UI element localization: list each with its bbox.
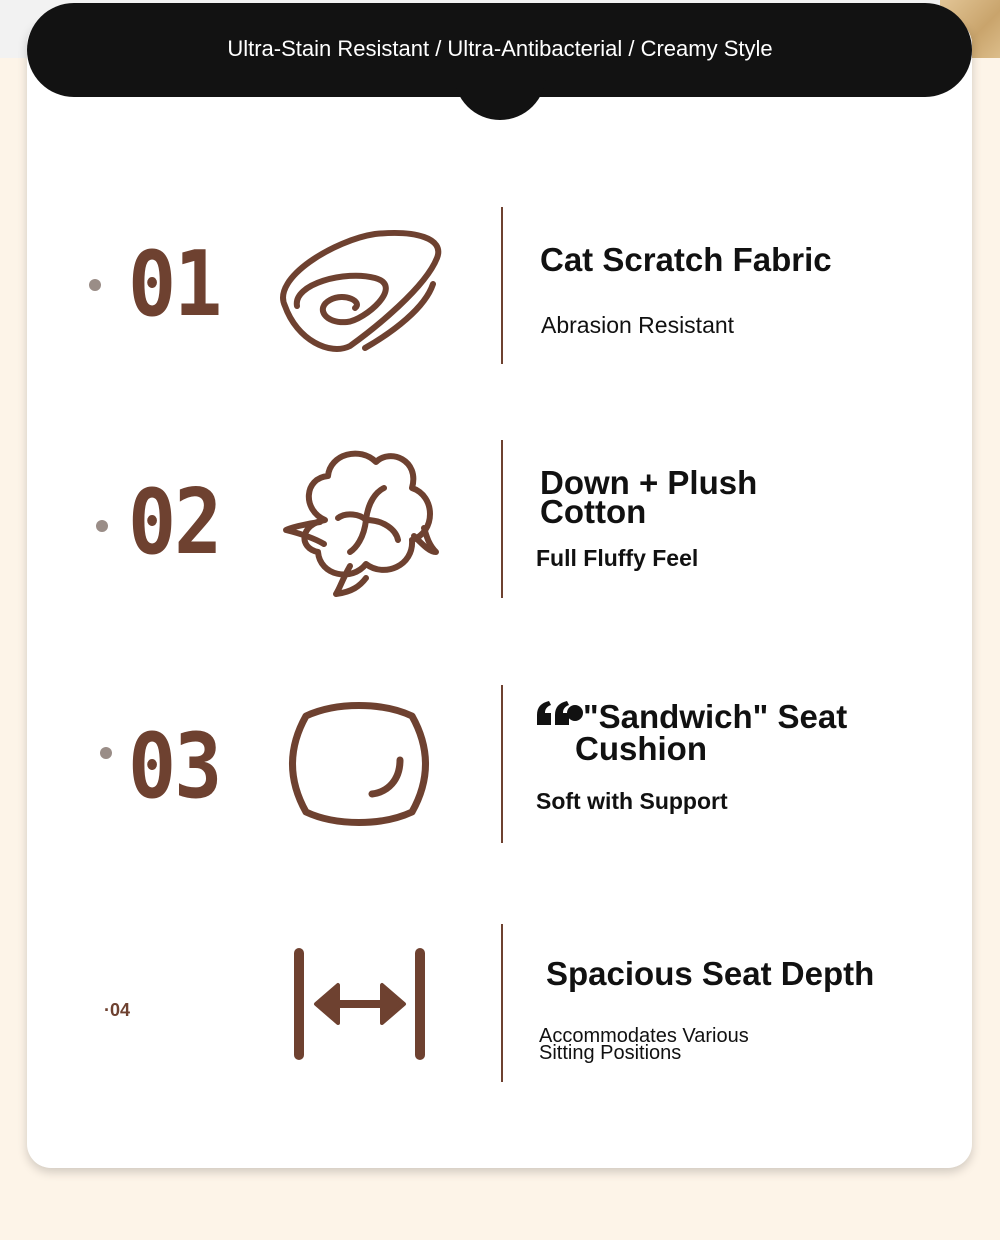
bullet-dot (96, 520, 108, 532)
feature-subtitle-line: Accommodates Various (539, 1025, 749, 1047)
feature-title-line: Down + Plush (540, 464, 758, 501)
feature-subtitle (539, 1025, 749, 1064)
feature-title-line: Cushion (575, 730, 707, 767)
feature-title (583, 698, 848, 735)
banner-text: Ultra-Stain Resistant / Ultra-Antibacterial / Creamy Style (227, 36, 773, 61)
divider-line (501, 924, 503, 1082)
divider-line (501, 685, 503, 843)
feature-subtitle-line: Sitting Positions (539, 1042, 682, 1064)
quote-mark-icon (537, 701, 583, 727)
feature-card (27, 20, 972, 1168)
feature-title-line: Cotton (540, 493, 647, 530)
divider-line (501, 207, 503, 364)
feature-title: Spacious Seat Depth (546, 955, 875, 992)
feature-subtitle: Soft with Support (536, 788, 728, 814)
feature-subtitle: Full Fluffy Feel (536, 545, 699, 571)
feature-number: 02 (128, 470, 221, 575)
divider-line (501, 440, 503, 598)
bullet-dot (89, 279, 101, 291)
feature-number: 01 (128, 232, 221, 337)
feature-title-line: "Sandwich" Seat (583, 698, 848, 735)
feature-number: ·04 (104, 1000, 131, 1020)
cotton-flower-icon (280, 448, 440, 603)
feature-title (575, 730, 707, 767)
width-arrow-icon (290, 945, 430, 1063)
cushion-icon (286, 700, 432, 828)
feature-subtitle: Abrasion Resistant (541, 312, 735, 338)
feature-title (540, 464, 758, 530)
feature-title: Cat Scratch Fabric (540, 241, 832, 278)
folded-fabric-icon (275, 228, 445, 356)
bullet-dot (100, 747, 112, 759)
feature-number: 03 (128, 714, 221, 819)
